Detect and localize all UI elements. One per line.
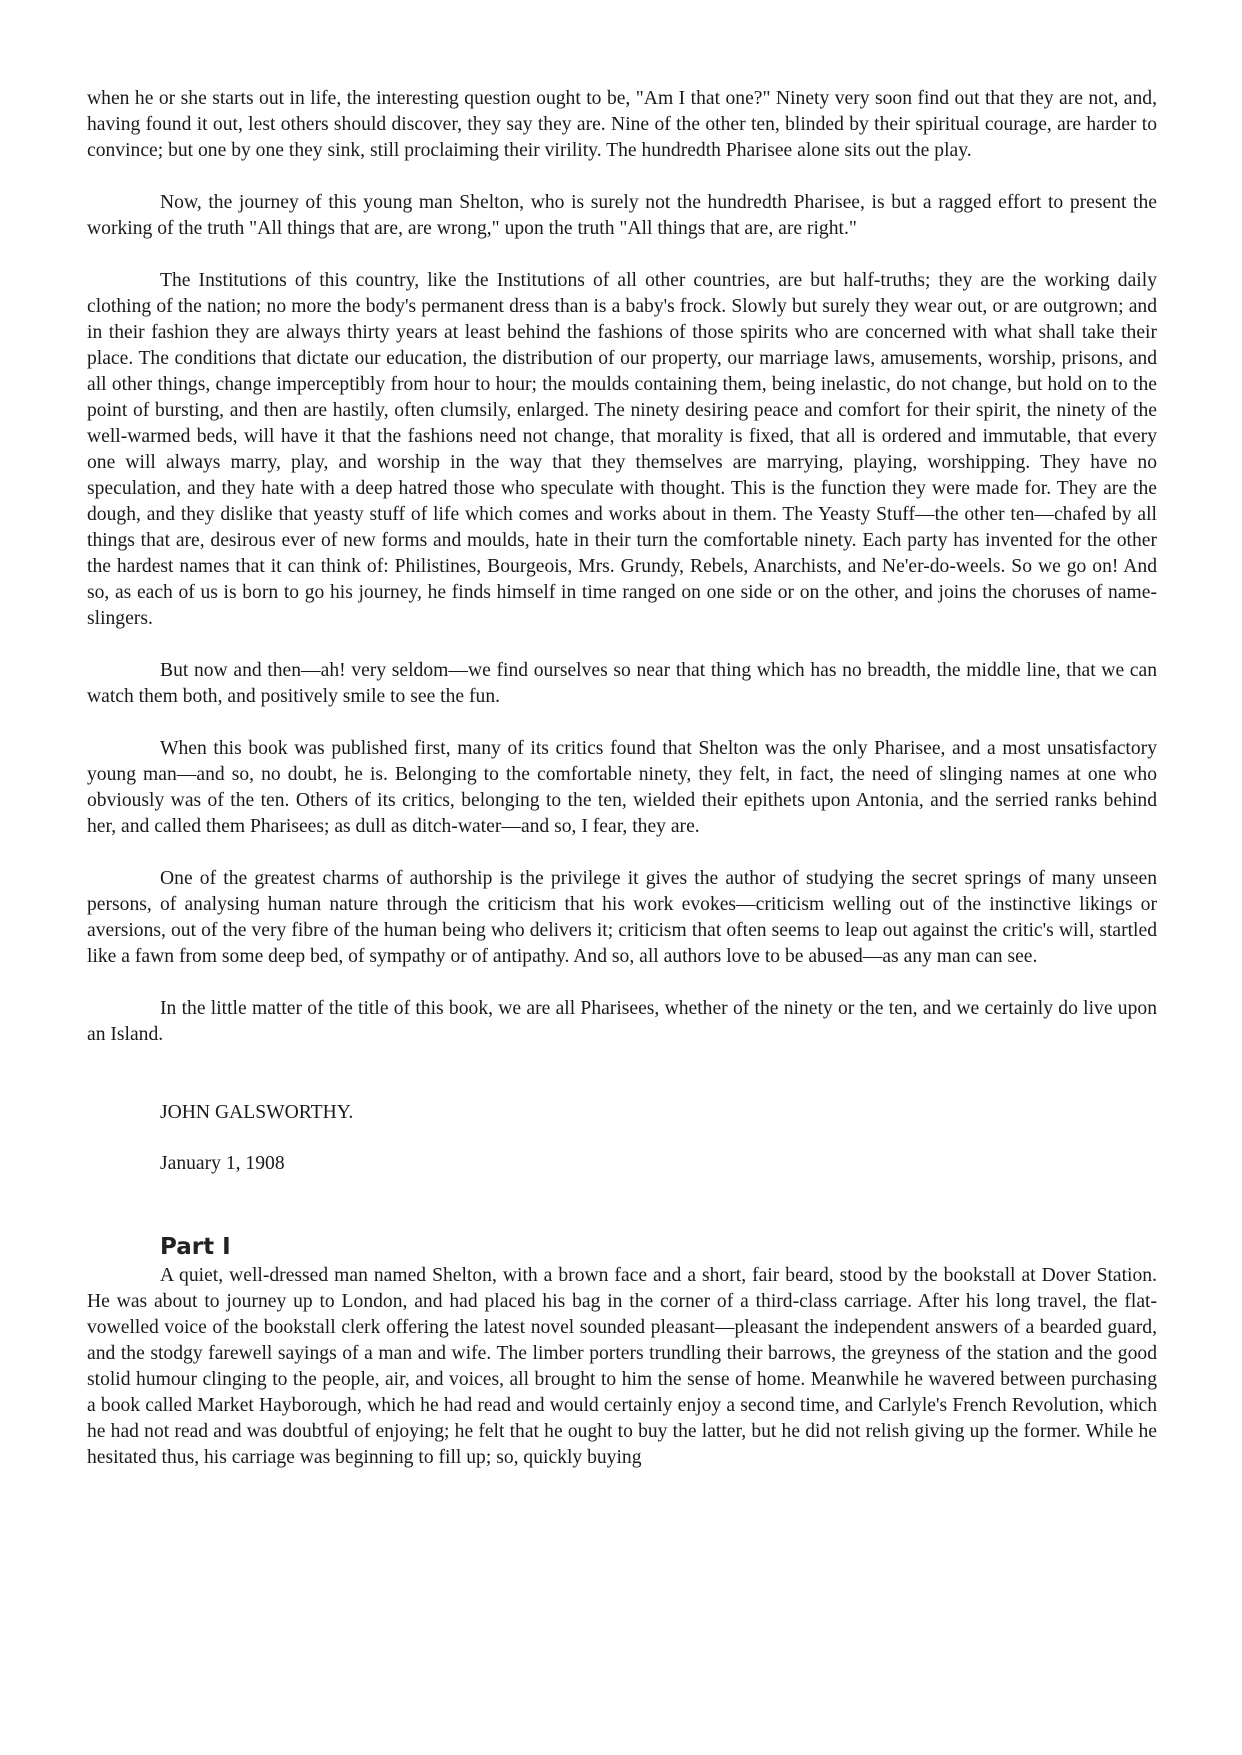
part-one-paragraph: A quiet, well-dressed man named Shelton, with a brown face and a short, fair beard, stood by the bookstall at Dover Station. He was about to journey up to London, and had placed his bag in the corner of a third-class carriage. After his long travel, the flat-vowelled voice of the bookstall clerk offering the latest novel sounded pleasant—pleasant the independent answers of a bearded guard, and the stodgy farewell sayings of a man and wife. The limber porters trundling their barrows, the greyness of the station and the good stolid humour clinging to the people, air, and voices, all brought to him the sense of home. Meanwhile he wavered between purchasing a book called Market Hayborough, which he had read and would certainly enjoy a second time, and Carlyle's French Revolution, which he had not read and was doubtful of enjoying; he felt that he ought to buy the latter, but he did not relish giving up the former. While he hesitated thus, his carriage was beginning to fill up; so, quickly buying (87, 1265, 1157, 1468)
preface-paragraph-7: In the little matter of the title of this book, we are all Pharisees, whether of the ninety or the ten, and we certainly do live upon an Island. (87, 998, 1157, 1045)
preface-paragraph-3: The Institutions of this country, like the Institutions of all other countries, are but half-truths; they are the working daily clothing of the nation; no more the body's permanent dress than is a baby's frock. Slowly but surely they wear out, or are outgrown; and in their fashion they are always thirty years at least behind the fashions of those spirits who are concerned with what shall take their place. The conditions that dictate our education, the distribution of our property, our marriage laws, amusements, worship, prisons, and all other things, change imperceptibly from hour to hour; the moulds containing them, being inelastic, do not change, but hold on to the point of bursting, and then are hastily, often clumsily, enlarged. The ninety desiring peace and comfort for their spirit, the ninety of the well-warmed beds, will have it that the fashions need not change, that morality is fixed, that all is ordered and immutable, that every one will always marry, play, and worship in the way that they themselves are marrying, playing, worshipping. They have no speculation, and they hate with a deep hatred those who speculate with thought. This is the function they were made for. They are the dough, and they dislike that yeasty stuff of life which comes and works about in them. The Yeasty Stuff—the other ten—chafed by all things that are, desirous ever of new forms and moulds, hate in their turn the comfortable ninety. Each party has invented for the other the hardest names that it can think of: Philistines, Bourgeois, Mrs. Grundy, Rebels, Anarchists, and Ne'er-do-weels. So we go on! And so, as each of us is born to go his journey, he finds himself in time ranged on one side or on the other, and joins the choruses of name-slingers. (87, 270, 1157, 629)
preface-paragraph-2: Now, the journey of this young man Shelton, who is surely not the hundredth Pharisee, is but a ragged effort to present the working of the truth "All things that are, are wrong," upon the truth "All things that are, are right." (87, 192, 1157, 239)
document-page (87, 86, 1157, 1471)
preface-date: January 1, 1908 (160, 1153, 285, 1174)
preface-paragraph-4: But now and then—ah! very seldom—we find ourselves so near that thing which has no breadth, the middle line, that we can watch them both, and positively smile to see the fun. (87, 660, 1157, 707)
preface-paragraph-5: When this book was published first, many of its critics found that Shelton was the only Pharisee, and a most unsatisfactory young man—and so, no doubt, he is. Belonging to the comfortable ninety, they felt, in fact, the need of slinging names at one who obviously was of the ten. Others of its critics, belonging to the ten, wielded their epithets upon Antonia, and the serried ranks behind her, and called them Pharisees; as dull as ditch-water—and so, I fear, they are. (87, 738, 1157, 837)
preface-paragraph-6: One of the greatest charms of authorship is the privilege it gives the author of studying the secret springs of many unseen persons, of analysing human nature through the criticism that his work evokes—criticism welling out of the instinctive likings or aversions, out of the very fibre of the human being who delivers it; criticism that often seems to leap out against the critic's will, startled like a fawn from some deep bed, of sympathy or of antipathy. And so, all authors love to be abused—as any man can see. (87, 868, 1157, 967)
signature-block (160, 1100, 1157, 1177)
author-signature: JOHN GALSWORTHY. (160, 1102, 354, 1123)
part-heading: Part I (160, 1234, 231, 1260)
preface-paragraph-1: when he or she starts out in life, the interesting question ought to be, "Am I that one?" Ninety very soon find out that they are not, and, having found it out, lest others should discover, they say they are. Nine of the other ten, blinded by their spiritual courage, are harder to convince; but one by one they sink, still proclaiming their virility. The hundredth Pharisee alone sits out the play. (87, 88, 1157, 161)
